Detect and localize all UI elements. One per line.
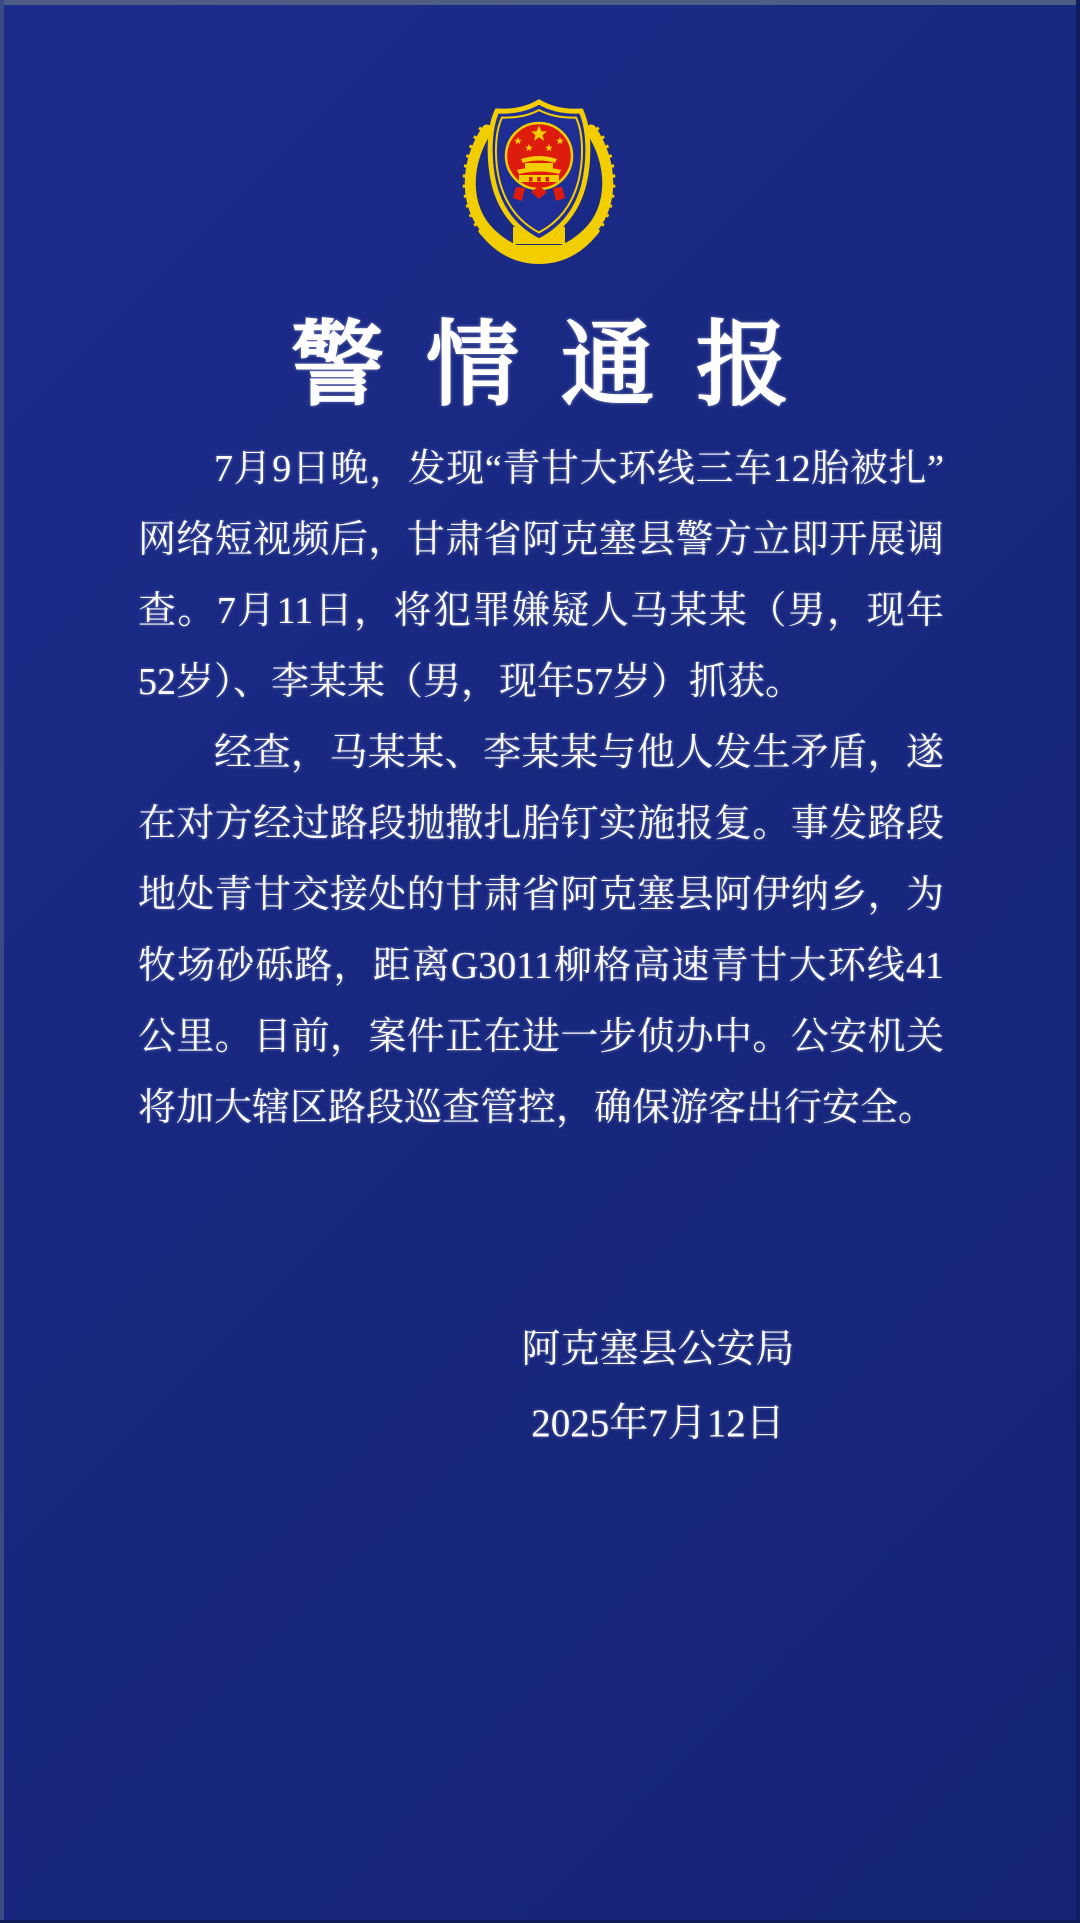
issuer-signature: 阿克塞县公安局 <box>521 1328 795 1371</box>
police-badge-icon <box>458 96 620 266</box>
issue-date: 2025年7月12日 <box>531 1402 785 1445</box>
notice-paragraph-1: 7月9日晚，发现“青甘大环线三车12胎被扎”网络短视频后，甘肃省阿克塞县警方立即开展调查。7月11日，将犯罪嫌疑人马某某（男，现年52岁）、李某某（男，现年57岁）抓获。 <box>138 448 944 703</box>
notice-title: 警情通报 <box>291 315 831 418</box>
edge-artifact-right <box>1076 0 1080 1923</box>
notice-paragraph-2: 经查，马某某、李某某与他人发生矛盾，遂在对方经过路段抛撒扎胎钉实施报复。事发路段地处青甘交接处的甘肃省阿克塞县阿伊纳乡，为牧场砂砾路，距离G3011柳格高速青甘大环线41公里。目前，案件正在进一步侦办中。公安机关将加大辖区路段巡查管控，确保游客出行安全。 <box>138 732 944 1129</box>
edge-artifact-left <box>0 0 4 1923</box>
signoff-block <box>0 1313 1080 1461</box>
edge-artifact-top <box>0 0 1080 5</box>
notice-body <box>138 434 944 1144</box>
